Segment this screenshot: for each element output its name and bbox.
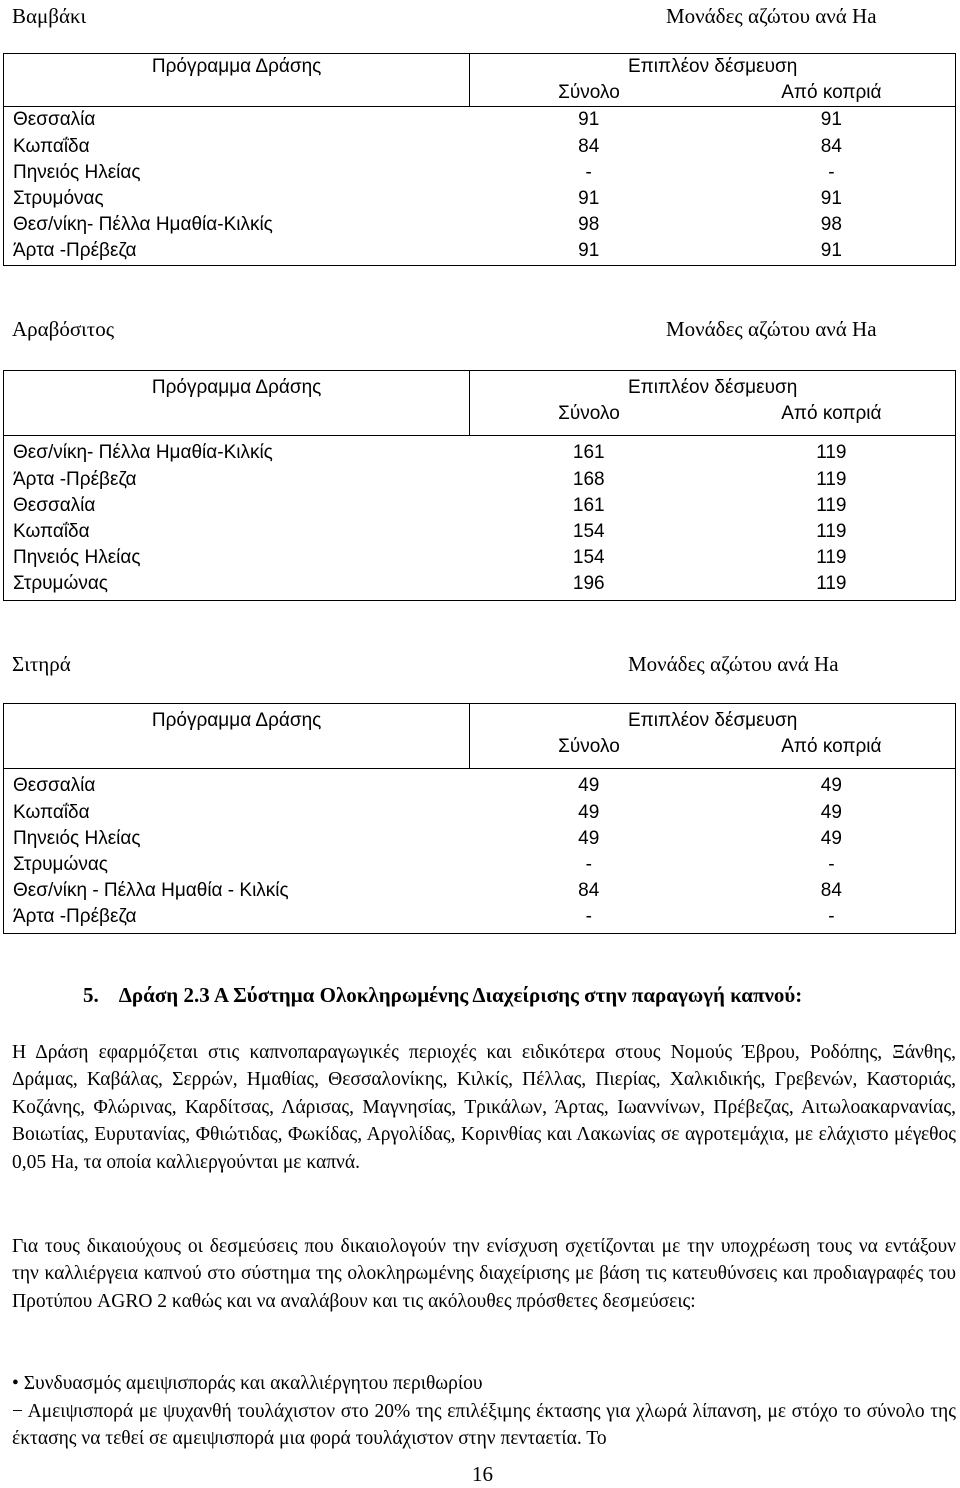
region-name: Άρτα -Πρέβεζα [4, 904, 470, 933]
total-value: - [585, 854, 592, 876]
region-name: Άρτα -Πρέβεζα [4, 238, 470, 265]
bullet-text: Αμειψισπορά με ψυχανθή τουλάχιστον στο 20% της επιλέξιμης έκτασης για χλωρά λίπανση, με στόχο το σύνολο της έκτασης να τεθεί σε αμειψισπορά μια φορά τουλάχιστον στην πενταετία. Το [12, 1401, 956, 1450]
region-name: Θεσσαλία [4, 769, 470, 800]
total-value: 168 [572, 468, 605, 490]
manure-value: 119 [708, 545, 956, 571]
header-commitment: Επιπλέον δέσμευση [470, 54, 956, 81]
manure-value: 119 [708, 571, 956, 600]
total-value: 98 [578, 214, 600, 236]
region-name: Πηνειός Ηλείας [4, 545, 470, 571]
cotton-table [3, 53, 956, 266]
section-title: Δράση 2.3 Α Σύστημα Ολοκληρωμένης Διαχείρισης στην παραγωγή καπνού: [118, 983, 803, 1007]
header-manure: Από κοπριά [708, 401, 956, 436]
region-name: Θεσ/νίκη- Πέλλα Ημαθία-Κιλκίς [4, 212, 470, 238]
section-number: 5. [83, 983, 99, 1007]
region-name: Στρυμώνας [4, 852, 470, 878]
manure-value: 49 [708, 826, 956, 852]
total-value: 91 [578, 188, 600, 210]
region-name: Κωπαΐδα [4, 800, 470, 826]
manure-value: 119 [708, 467, 956, 493]
bullet-marker: • [12, 1373, 19, 1394]
paragraph-obligations: Για τους δικαιούχους οι δεσμεύσεις που δικαιολογούν την ενίσχυση σχετίζονται με την υποχρέωση τους να εντάξουν την καλλιέργεια καπνού στο σύστημα της ολοκληρωμένης διαχείρισης με βάση τις κατευθύνσεις και προδιαγραφές του Προτύπου AGRO 2 καθώς και να αναλάβουν και τις ακόλουθες πρόσθετες δεσμεύσεις: [12, 1236, 956, 1312]
manure-value: 91 [708, 186, 956, 212]
total-value: 84 [578, 135, 600, 157]
header-program: Πρόγραμμα Δράσης [4, 704, 470, 769]
manure-value: - [708, 160, 956, 186]
manure-value: 91 [708, 238, 956, 265]
total-value: - [585, 161, 592, 183]
region-name: Στρυμώνας [4, 571, 470, 600]
bullet-text: Συνδυασμός αμειψισποράς και ακαλλιέργητου περιθωρίου [23, 1373, 483, 1394]
header-total: Σύνολο [470, 734, 708, 769]
crop-title: Βαμβάκι [12, 4, 87, 28]
total-value: 91 [578, 109, 600, 131]
manure-value: 49 [708, 800, 956, 826]
section-heading [83, 983, 802, 1008]
total-value: 154 [572, 547, 605, 569]
manure-value: 98 [708, 212, 956, 238]
total-value: 154 [572, 521, 605, 543]
manure-value: 119 [708, 493, 956, 519]
maize-table [3, 370, 956, 601]
unit-label: Μονάδες αζώτου ανά Ha [666, 317, 877, 341]
bullet-item [12, 1398, 956, 1453]
header-program: Πρόγραμμα Δράσης [4, 54, 470, 107]
manure-value: 49 [708, 769, 956, 800]
region-name: Κωπαΐδα [4, 519, 470, 545]
total-value: 49 [578, 827, 600, 849]
region-name: Θεσ/νίκη- Πέλλα Ημαθία-Κιλκίς [4, 436, 470, 467]
region-name: Θεσ/νίκη - Πέλλα Ημαθία - Κιλκίς [4, 878, 470, 904]
header-manure: Από κοπριά [708, 80, 956, 107]
bullet-item [12, 1370, 956, 1397]
header-program: Πρόγραμμα Δράσης [4, 371, 470, 436]
total-value: 161 [572, 494, 605, 516]
total-value: 161 [572, 442, 605, 464]
header-commitment: Επιπλέον δέσμευση [470, 704, 956, 735]
cereals-section [0, 648, 960, 928]
cereals-table [3, 703, 956, 934]
region-name: Κωπαΐδα [4, 134, 470, 160]
total-value: 49 [578, 775, 600, 797]
region-name: Άρτα -Πρέβεζα [4, 467, 470, 493]
header-commitment: Επιπλέον δέσμευση [470, 371, 956, 402]
manure-value: 84 [708, 878, 956, 904]
region-name: Πηνειός Ηλείας [4, 160, 470, 186]
total-value: 49 [578, 801, 600, 823]
manure-value: 119 [708, 436, 956, 467]
paragraph-regions: Η Δράση εφαρμόζεται στις καπνοπαραγωγικές περιοχές και ειδικότερα στους Νομούς Έβρου, Ροδόπης, Ξάνθης, Δράμας, Καβάλας, Σερρών, Ημαθίας, Θεσσαλονίκης, Κιλκίς, Πέλλας, Πιερίας, Χαλκιδικής, Γρεβενών, Καστοριάς, Κοζάνης, Φλώρινας, Καρδίτσας, Λάρισας, Μαγνησίας, Τρικάλων, Άρτας, Ιωαννίνων, Πρέβεζας, Αιτωλοακαρνανίας, Βοιωτίας, Ευρυτανίας, Φθιώτιδας, Φωκίδας, Αργολίδας, Κορινθίας και Λακωνίας σε αγροτεμάχια, με ελάχιστο μέγεθος 0,05 Ha, τα οποία καλλιεργούνται με καπνά. [12, 1042, 956, 1173]
total-value: 196 [470, 571, 708, 600]
total-value: 91 [470, 238, 708, 265]
header-total: Σύνολο [470, 401, 708, 436]
cotton-section [0, 0, 960, 262]
crop-title: Αραβόσιτος [12, 317, 115, 341]
unit-label: Μονάδες αζώτου ανά Ha [628, 652, 839, 676]
manure-value: 91 [708, 107, 956, 134]
bullet-marker: − [12, 1401, 23, 1422]
manure-value: - [708, 904, 956, 933]
region-name: Θεσσαλία [4, 107, 470, 134]
manure-value: 84 [708, 134, 956, 160]
crop-title: Σιτηρά [12, 652, 71, 676]
header-manure: Από κοπριά [708, 734, 956, 769]
total-value: 84 [578, 880, 600, 902]
manure-value: 119 [708, 519, 956, 545]
total-value: - [470, 904, 708, 933]
unit-label: Μονάδες αζώτου ανά Ha [666, 4, 877, 28]
page-number: 16 [472, 1462, 493, 1486]
manure-value: - [708, 852, 956, 878]
region-name: Πηνειός Ηλείας [4, 826, 470, 852]
header-total: Σύνολο [470, 80, 708, 107]
region-name: Στρυμόνας [4, 186, 470, 212]
region-name: Θεσσαλία [4, 493, 470, 519]
maize-section [0, 314, 960, 595]
